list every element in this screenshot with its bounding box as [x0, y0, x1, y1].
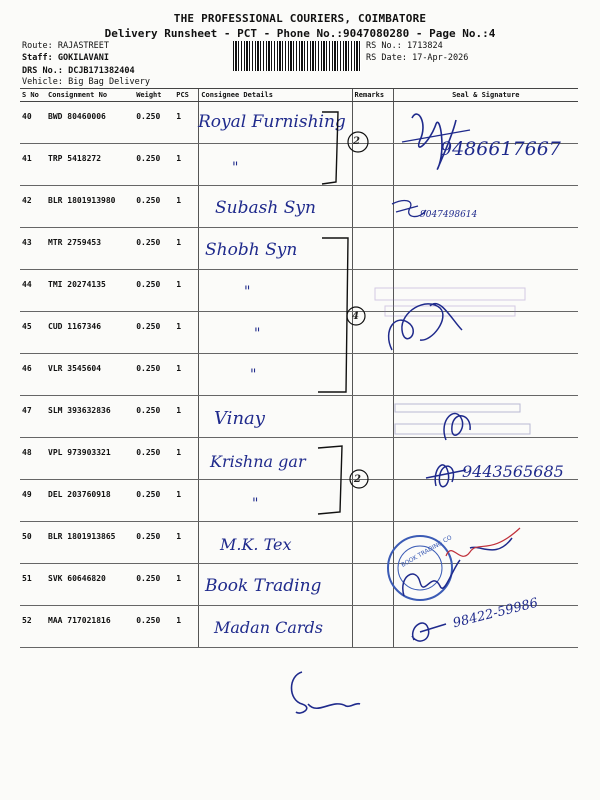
header-sno: S No [20, 89, 46, 102]
vehicle-value: Big Bag Delivery [68, 77, 150, 87]
row-seal [393, 186, 578, 228]
row-consignment: SLM 393632836 [46, 396, 134, 438]
row-pcs: 1 [174, 438, 199, 480]
row-remarks [352, 186, 393, 228]
row-weight: 0.250 [134, 606, 174, 648]
remark-2-top: 2 [353, 136, 360, 147]
row-weight: 0.250 [134, 144, 174, 186]
handwritten-madan: Madan Cards [214, 618, 323, 637]
table-row [20, 396, 578, 438]
handwritten-phone-4: 98422-59986 [451, 595, 540, 632]
rs-date-value: 17-Apr-2026 [412, 53, 469, 63]
book-trading-stamp-text: BOOK TRADING CO [400, 534, 454, 569]
handwritten-phone-1: 9486617667 [440, 138, 561, 160]
row-seal [393, 270, 578, 312]
row-pcs: 1 [174, 312, 199, 354]
row-sno: 46 [20, 354, 46, 396]
remark-2-bottom: 2 [354, 474, 361, 485]
header-remarks: Remarks [352, 89, 393, 102]
row-consignee [199, 144, 352, 186]
row-weight: 0.250 [134, 396, 174, 438]
handwritten-ditto-45: " [254, 326, 261, 342]
row-consignee [199, 480, 352, 522]
row-pcs: 1 [174, 228, 199, 270]
rs-no-line [366, 41, 443, 51]
row-pcs: 1 [174, 270, 199, 312]
row-consignment: MTR 2759453 [46, 228, 134, 270]
row-weight: 0.250 [134, 102, 174, 144]
vehicle-label: Vehicle: [22, 77, 63, 87]
row-remarks [352, 522, 393, 564]
drs-value: DCJB171382404 [68, 66, 135, 76]
header-weight: Weight [134, 89, 174, 102]
row-consignment: CUD 1167346 [46, 312, 134, 354]
drs-line [22, 66, 135, 77]
route-value: RAJASTREET [57, 41, 110, 51]
row-pcs: 1 [174, 564, 199, 606]
row-sno: 40 [20, 102, 46, 144]
handwritten-ditto-41: " [232, 160, 239, 176]
row-pcs: 1 [174, 396, 199, 438]
row-sno: 47 [20, 396, 46, 438]
row-consignment: BLR 1801913980 [46, 186, 134, 228]
handwritten-royal: Royal Furnishing [198, 112, 346, 132]
row-remarks [352, 606, 393, 648]
row-consignment: TRP 5418272 [46, 144, 134, 186]
row-seal [393, 354, 578, 396]
row-sno: 49 [20, 480, 46, 522]
staff-label: Staff: [22, 53, 53, 63]
row-consignment: SVK 60646820 [46, 564, 134, 606]
row-weight: 0.250 [134, 312, 174, 354]
row-remarks [352, 564, 393, 606]
table-row [20, 270, 578, 312]
row-weight: 0.250 [134, 270, 174, 312]
row-sno: 43 [20, 228, 46, 270]
rs-no-value: 1713824 [406, 41, 443, 51]
row-remarks [352, 396, 393, 438]
row-remarks [352, 228, 393, 270]
table-row [20, 354, 578, 396]
row-consignment: BLR 1801913865 [46, 522, 134, 564]
row-weight: 0.250 [134, 354, 174, 396]
row-pcs: 1 [174, 522, 199, 564]
row-consignment: VLR 3545604 [46, 354, 134, 396]
row-weight: 0.250 [134, 564, 174, 606]
header-consignment: Consignment No [46, 89, 134, 102]
row-sno: 42 [20, 186, 46, 228]
row-remarks [352, 354, 393, 396]
rs-date-line [366, 53, 468, 63]
handwritten-phone-2: 9047498614 [420, 210, 478, 220]
row-sno: 41 [20, 144, 46, 186]
row-seal [393, 480, 578, 522]
row-weight: 0.250 [134, 480, 174, 522]
row-weight: 0.250 [134, 186, 174, 228]
table-row [20, 522, 578, 564]
row-sno: 52 [20, 606, 46, 648]
row-consignment: MAA 717021816 [46, 606, 134, 648]
row-pcs: 1 [174, 606, 199, 648]
handwritten-krishna: Krishna gar [210, 452, 306, 471]
row-sno: 50 [20, 522, 46, 564]
row-sno: 48 [20, 438, 46, 480]
row-remarks [352, 480, 393, 522]
row-pcs: 1 [174, 144, 199, 186]
handwritten-ditto-49: " [252, 496, 259, 512]
row-remarks [352, 144, 393, 186]
barcode [233, 41, 361, 71]
row-remarks [352, 270, 393, 312]
row-seal [393, 228, 578, 270]
row-consignment: BWD 80460006 [46, 102, 134, 144]
header-consignee: Consignee Details [199, 89, 352, 102]
route-line [22, 41, 109, 52]
handwritten-phone-3: 9443565685 [462, 462, 564, 481]
table-row [20, 228, 578, 270]
runsheet-table [20, 88, 578, 648]
row-pcs: 1 [174, 480, 199, 522]
company-title: THE PROFESSIONAL COURIERS, COIMBATORE [173, 12, 427, 25]
header-pcs: PCS [174, 89, 199, 102]
row-pcs: 1 [174, 186, 199, 228]
handwritten-book: Book Trading [205, 576, 322, 596]
row-consignment: DEL 203760918 [46, 480, 134, 522]
row-consignment: VPL 973903321 [46, 438, 134, 480]
handwritten-ditto-44: " [244, 284, 251, 300]
row-seal [393, 396, 578, 438]
row-weight: 0.250 [134, 438, 174, 480]
handwritten-ditto-46: " [250, 367, 257, 383]
row-consignee [199, 312, 352, 354]
row-pcs: 1 [174, 354, 199, 396]
row-consignee [199, 270, 352, 312]
header-seal: Seal & Signature [393, 89, 578, 102]
row-consignment: TMI 20274135 [46, 270, 134, 312]
handwritten-subash: Subash Syn [215, 198, 316, 218]
row-sno: 44 [20, 270, 46, 312]
row-seal [393, 312, 578, 354]
bottom-signature [292, 672, 361, 713]
row-sno: 51 [20, 564, 46, 606]
staff-line [22, 53, 109, 64]
runsheet-subtitle: Delivery Runsheet - PCT - Phone No.:9047080280 - Page No.:4 [104, 27, 496, 40]
row-pcs: 1 [174, 102, 199, 144]
row-seal [393, 564, 578, 606]
table-row [20, 312, 578, 354]
row-sno: 45 [20, 312, 46, 354]
route-label: Route: [22, 41, 53, 51]
vehicle-line [22, 77, 150, 88]
handwritten-mk: M.K. Tex [220, 535, 292, 554]
handwritten-shobh: Shobh Syn [205, 240, 298, 260]
rs-date-label: RS Date: [366, 53, 407, 63]
drs-label: DRS No.: [22, 66, 63, 76]
staff-value: GOKILAVANI [57, 53, 110, 63]
rs-no-label: RS No.: [366, 41, 402, 51]
row-consignee [199, 354, 352, 396]
row-weight: 0.250 [134, 522, 174, 564]
handwritten-vinay: Vinay [214, 408, 265, 429]
table-row [20, 480, 578, 522]
remark-4: 4 [352, 311, 359, 322]
row-weight: 0.250 [134, 228, 174, 270]
table-header-row [20, 89, 578, 102]
